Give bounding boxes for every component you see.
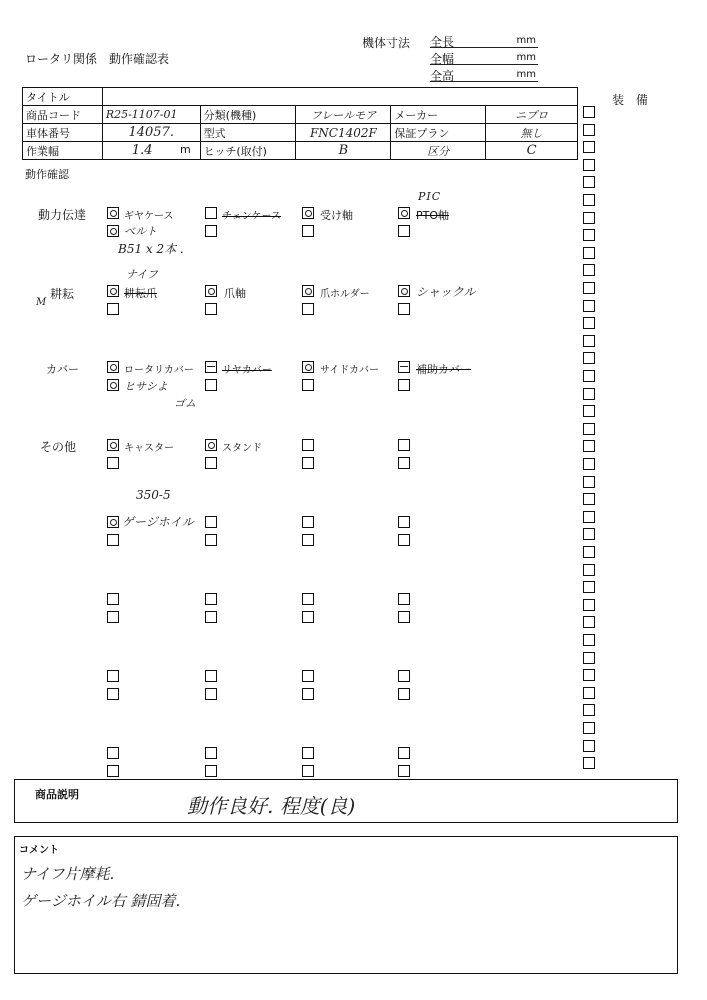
section-cover-label: カバー [46,363,79,376]
product-desc-box [14,779,678,823]
checkbox-extra-2-5[interactable] [107,611,119,623]
comment-line-2[interactable]: ゲージホイル右 錆固着. [21,892,181,910]
checkbox-gear-case[interactable] [107,207,119,219]
equipment-checkbox[interactable] [583,159,595,171]
checkbox-caster[interactable] [107,439,119,451]
equipment-checkbox[interactable] [583,616,595,628]
checkbox-claw-holder[interactable] [302,285,314,297]
tilling-side-mark: M [36,297,47,308]
checkbox-extra-1-3[interactable] [302,516,314,528]
gauge-wheel-label: ゲージホイル [122,515,194,529]
dim-width-label: 全幅 [430,52,455,66]
checkbox-extra-1-4[interactable] [398,516,410,528]
dim-width [430,50,538,65]
product-desc-label: 商品説明 [35,788,79,801]
brush-rubber-label-1: ヒサシよ [124,380,168,393]
checkbox-extra-2-8[interactable] [398,611,410,623]
info-table [22,87,578,160]
class-label: 区分 [391,142,486,160]
checkbox-rotary-cover[interactable] [107,361,119,373]
checkbox-extra-4-6[interactable] [205,765,217,777]
equipment-checkbox[interactable] [583,247,595,259]
comment-box [14,836,678,974]
equipment-checkbox[interactable] [583,335,595,347]
equipment-checkbox[interactable] [583,352,595,364]
equipment-checkbox[interactable] [583,599,595,611]
equipment-checkbox[interactable] [583,388,595,400]
rear-cover-label: リヤカバー [222,365,272,376]
checkbox-shackle[interactable] [398,285,410,297]
comment-label: コメント [19,845,59,856]
section-tilling-label: 耕耘 [50,287,75,301]
checkbox-extra-4-7[interactable] [302,765,314,777]
dim-length-unit: mm [516,35,536,46]
dim-height-unit: mm [516,69,536,80]
receive-shaft-label: 受け軸 [320,209,353,222]
checkbox-side-cover[interactable] [302,361,314,373]
equipment-checkbox[interactable] [583,106,595,118]
equipment-checkbox[interactable] [583,634,595,646]
gauge-size-note: 350-5 [136,488,171,502]
checkbox-other-empty-3[interactable] [302,439,314,451]
brush-rubber-label-2: ゴム [174,397,196,410]
work-width-value: 1.4 [131,143,153,158]
checkbox-extra-3-1[interactable] [107,670,119,682]
equipment-checkbox[interactable] [583,141,595,153]
title-row [23,88,578,106]
maker-value[interactable]: ニプロ [486,106,578,124]
checkbox-extra-3-2[interactable] [205,670,217,682]
checkbox-rear-cover[interactable] [205,361,217,373]
dim-height-label: 全高 [430,69,455,83]
title-value[interactable] [102,88,577,106]
pic-note: PIC [418,190,442,203]
equipment-checkbox[interactable] [583,370,595,382]
checkbox-other-empty-5[interactable] [107,457,119,469]
equipment-checkbox[interactable] [583,405,595,417]
section-power-label: 動力伝達 [38,208,87,222]
equipment-checkbox[interactable] [583,476,595,488]
checkbox-brush-rubber[interactable] [107,379,119,391]
equipment-checkbox[interactable] [583,669,595,681]
checkbox-belt[interactable] [107,225,119,237]
warranty-value[interactable]: 無し [486,124,578,142]
category-value[interactable]: フレールモア [296,106,391,124]
equipment-checkbox[interactable] [583,564,595,576]
checkbox-extra-3-8[interactable] [398,688,410,700]
checkbox-tilling-empty-3[interactable] [302,303,314,315]
checkbox-extra-2-3[interactable] [302,593,314,605]
equipment-checkbox[interactable] [583,493,595,505]
vehicle-no-value[interactable]: 14057. [102,124,200,142]
dim-length [430,33,538,48]
equipment-checkbox[interactable] [583,423,595,435]
dim-width-unit: mm [516,52,536,63]
equipment-checkbox[interactable] [583,528,595,540]
checkbox-other-empty-6[interactable] [205,457,217,469]
equipment-checkbox[interactable] [583,124,595,136]
checkbox-pto-shaft[interactable] [398,207,410,219]
equipment-checkbox[interactable] [583,687,595,699]
product-code-row [23,106,578,124]
equipment-checkbox[interactable] [583,212,595,224]
equipment-checkbox[interactable] [583,264,595,276]
title-label: タイトル [23,88,103,106]
equipment-checkbox[interactable] [583,176,595,188]
rotary-cover-label: ロータリカバー [124,365,194,376]
checkbox-extra-4-8[interactable] [398,765,410,777]
equipment-checkbox[interactable] [583,704,595,716]
checkbox-extra-3-6[interactable] [205,688,217,700]
class-value[interactable]: C [486,142,578,160]
work-width-cell[interactable] [102,142,200,160]
equipment-checkbox[interactable] [583,511,595,523]
checkbox-extra-1-8[interactable] [398,534,410,546]
tilling-claw-label: 耕耘爪 [124,287,157,300]
checkbox-power-empty-4[interactable] [398,225,410,237]
checkbox-extra-3-3[interactable] [302,670,314,682]
checkbox-chain-case[interactable] [205,207,217,219]
equipment-checkbox[interactable] [583,317,595,329]
checkbox-power-empty-3[interactable] [302,225,314,237]
checkbox-extra-1-2[interactable] [205,516,217,528]
checkbox-tilling-empty-4[interactable] [398,303,410,315]
caster-label: キャスター [124,443,174,454]
checkbox-extra-1-6[interactable] [205,534,217,546]
checkbox-extra-1-5[interactable] [107,534,119,546]
gear-case-label: ギヤケース [124,211,174,222]
belt-note: B51 x 2本 . [118,242,184,256]
equipment-checkbox[interactable] [583,194,595,206]
checkbox-other-empty-8[interactable] [398,457,410,469]
checkbox-other-empty-4[interactable] [398,439,410,451]
checkbox-extra-3-7[interactable] [302,688,314,700]
checkbox-extra-1-7[interactable] [302,534,314,546]
machine-dims-label: 機体寸法 [362,36,411,50]
work-width-label: 作業幅 [23,142,103,160]
comment-line-1[interactable]: ナイフ片摩耗. [21,865,115,883]
equipment-checkbox[interactable] [583,581,595,593]
checkbox-extra-4-2[interactable] [205,747,217,759]
equipment-checkbox[interactable] [583,757,595,769]
checkbox-aux-cover[interactable] [398,361,410,373]
model-value[interactable]: FNC1402F [296,124,391,142]
work-width-row [23,142,578,160]
checkbox-extra-4-1[interactable] [107,747,119,759]
shackle-label: シャックル [416,285,476,299]
chain-case-label: チェンケース [222,211,281,222]
checkbox-extra-2-4[interactable] [398,593,410,605]
equipment-label: 装 備 [612,93,652,107]
checkbox-tilling-empty-1[interactable] [107,303,119,315]
equipment-checkbox[interactable] [583,722,595,734]
hitch-value[interactable]: B [296,142,391,160]
warranty-label: 保証プラン [391,124,486,142]
checkbox-extra-2-1[interactable] [107,593,119,605]
equipment-checkbox[interactable] [583,282,595,294]
belt-label: ベルト [124,225,157,238]
work-width-unit: m [179,143,191,156]
section-other-label: その他 [40,440,77,454]
claw-holder-label: 爪ホルダー [320,289,370,300]
dim-height [430,67,538,82]
equipment-checkbox[interactable] [583,440,595,452]
product-code-label: 商品コード [23,106,103,124]
equipment-checkbox[interactable] [583,458,595,470]
checkbox-extra-4-5[interactable] [107,765,119,777]
checkbox-tilling-claw[interactable] [107,285,119,297]
product-desc-text[interactable]: 動作良好. 程度(良) [187,794,356,818]
equipment-checkbox[interactable] [583,229,595,241]
knife-note: ナイフ [126,268,158,281]
checkbox-cover-empty-2[interactable] [205,379,217,391]
stand-label: スタンド [222,443,262,454]
checkbox-extra-2-6[interactable] [205,611,217,623]
equipment-checkbox[interactable] [583,300,595,312]
operation-check-label: 動作確認 [25,168,69,181]
checkbox-extra-3-4[interactable] [398,670,410,682]
document-title: ロータリ関係 動作確認表 [25,52,170,66]
equipment-checkbox[interactable] [583,740,595,752]
checkbox-receive-shaft[interactable] [302,207,314,219]
checkbox-other-empty-7[interactable] [302,457,314,469]
checkbox-claw-shaft[interactable] [205,285,217,297]
aux-cover-label: 補助カバー [416,363,471,376]
dim-length-label: 全長 [430,35,455,49]
vehicle-no-label: 車体番号 [23,124,103,142]
checkbox-gauge-wheel[interactable] [107,516,119,528]
pto-shaft-label: PTO軸 [416,209,450,222]
equipment-checkbox[interactable] [583,652,595,664]
checkbox-cover-empty-4[interactable] [398,379,410,391]
checkbox-extra-2-7[interactable] [302,611,314,623]
model-label: 型式 [200,124,296,142]
checkbox-cover-empty-3[interactable] [302,379,314,391]
checkbox-stand[interactable] [205,439,217,451]
checkbox-extra-2-2[interactable] [205,593,217,605]
category-label: 分類(機種) [200,106,296,124]
checkbox-power-empty-2[interactable] [205,225,217,237]
side-cover-label: サイドカバー [320,365,379,376]
checkbox-extra-4-4[interactable] [398,747,410,759]
claw-shaft-label: 爪軸 [224,287,246,300]
maker-label: メーカー [391,106,486,124]
checkbox-tilling-empty-2[interactable] [205,303,217,315]
hitch-label: ヒッチ(取付) [200,142,296,160]
product-code-value[interactable]: R25-1107-01 [102,106,200,124]
checkbox-extra-4-3[interactable] [302,747,314,759]
checkbox-extra-3-5[interactable] [107,688,119,700]
equipment-checkbox[interactable] [583,546,595,558]
vehicle-row [23,124,578,142]
